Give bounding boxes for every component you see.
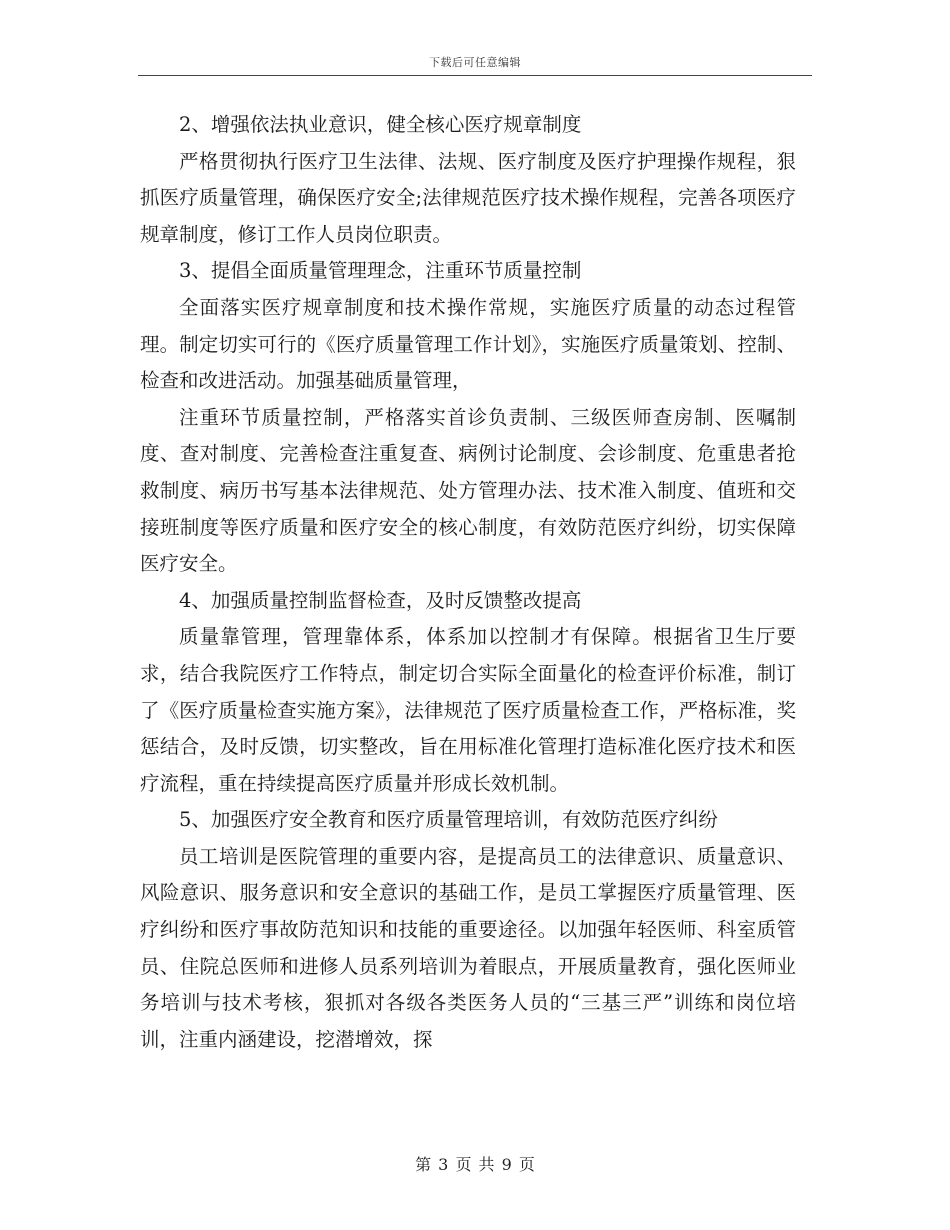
- page-header: 下载后可任意编辑: [429, 56, 521, 69]
- body-paragraph: 质量靠管理，管理靠体系，体系加以控制才有保障。根据省卫生厅要求，结合我院医疗工作特点，制定切合实际全面量化的检查评价标准，制订了《医疗质量检查实施方案》，法律规范了医疗质量检查工作，严格标准，奖惩结合，及时反馈，切实整改，旨在用标准化管理打造标准化医疗技术和医疗流程，重在持续提高医疗质量并形成长效机制。: [140, 625, 796, 795]
- header-divider: [138, 75, 812, 76]
- section-heading: 3、提倡全面质量管理理念，注重环节质量控制: [179, 259, 582, 283]
- body-paragraph: 员工培训是医院管理的重要内容，是提高员工的法律意识、质量意识、风险意识、服务意识和安全意识的基础工作，是员工掌握医疗质量管理、医疗纠纷和医疗事故防范知识和技能的重要途径。以加强年轻医师、科室质管员、住院总医师和进修人员系列培训为着眼点，开展质量教育，强化医师业务培训与技术考核，狠抓对各级各类医务人员的“三基三严”训练和岗位培训，注重内涵建设，挖潜增效，探: [140, 844, 796, 1051]
- body-paragraph: 注重环节质量控制，严格落实首诊负责制、三级医师查房制、医嘱制度、查对制度、完善检查注重复查、病例讨论制度、会诊制度、危重患者抢救制度、病历书写基本法律规范、处方管理办法、技术准入制度、值班和交接班制度等医疗质量和医疗安全的核心制度，有效防范医疗纠纷，切实保障医疗安全。: [140, 405, 796, 576]
- body-paragraph: 全面落实医疗规章制度和技术操作常规，实施医疗质量的动态过程管理。制定切实可行的《医疗质量管理工作计划》，实施医疗质量策划、控制、检查和改进活动。加强基础质量管理，: [140, 295, 796, 393]
- section-heading: 2、增强依法执业意识，健全核心医疗规章制度: [179, 113, 582, 136]
- section-heading: 5、加强医疗安全教育和医疗质量管理培训，有效防范医疗纠纷: [179, 808, 718, 832]
- body-paragraph: 严格贯彻执行医疗卫生法律、法规、医疗制度及医疗护理操作规程，狠抓医疗质量管理，确保医疗安全;法律规范医疗技术操作规程，完善各项医疗规章制度，修订工作人员岗位职责。: [140, 149, 796, 246]
- document-body: [140, 107, 796, 1058]
- page-number: 第 3 页 共 9 页: [415, 1155, 535, 1174]
- section-heading: 4、加强质量控制监督检查，及时反馈整改提高: [179, 588, 582, 612]
